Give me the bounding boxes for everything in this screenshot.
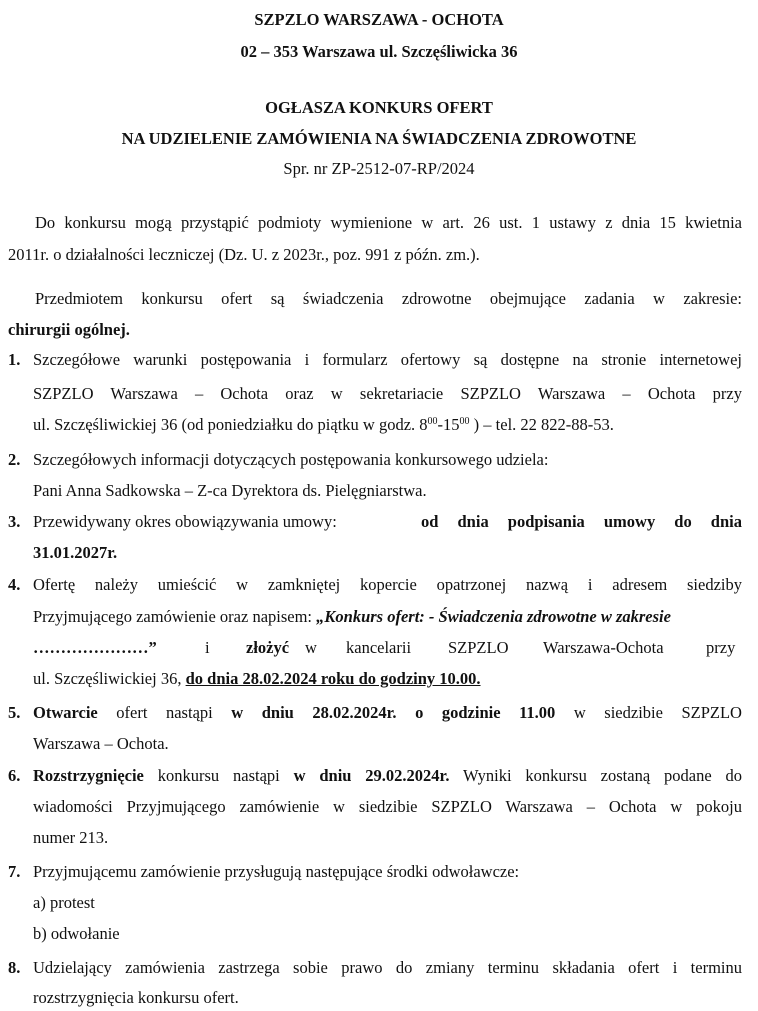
item-4-word-przy: przy — [706, 638, 736, 657]
item-5-number: 5. — [8, 703, 21, 722]
item-1-phone: ) – tel. 22 822-88-53. — [469, 415, 614, 434]
item-1-number: 1. — [8, 350, 21, 369]
item-4-line4 — [33, 669, 481, 689]
item-4-line1: Ofertę należy umieścić w zamkniętej kopercie opatrzonej nazwą i adresem siedziby — [33, 575, 742, 594]
org-address: 02 – 353 Warszawa ul. Szczęśliwicka 36 — [240, 42, 518, 61]
item-5-opening-label: Otwarcie — [33, 703, 98, 722]
item-4-word-submit: złożyć — [246, 638, 290, 657]
intro-paragraph-1-line1: Do konkursu mogą przystąpić podmioty wymienione w art. 26 ust. 1 ustawy z dnia 15 kwietnia — [35, 213, 742, 232]
item-2-line2: Pani Anna Sadkowska – Z-ca Dyrektora ds. Pielęgniarstwa. — [33, 481, 427, 500]
org-name: SZPZLO WARSZAWA - OCHOTA — [254, 10, 504, 29]
item-4-word-w: w — [305, 638, 317, 657]
item-8-number: 8. — [8, 958, 21, 977]
item-7-number: 7. — [8, 862, 21, 881]
announcement-title-line2: NA UDZIELENIE ZAMÓWIENIA NA ŚWIADCZENIA ZDROWOTNE — [121, 129, 637, 148]
item-1-hours-text: ul. Szczęśliwickiej 36 (od poniedziałku do piątku w godz. 8 — [33, 415, 428, 434]
item-6-text: konkursu nastąpi — [143, 766, 294, 785]
item-4-word-szpzlo: SZPZLO — [448, 638, 509, 657]
item-8-line2: rozstrzygnięcia konkursu ofert. — [33, 988, 239, 1007]
item-3-period: od dnia podpisania umowy do dnia — [421, 512, 742, 531]
item-6-line1 — [33, 766, 742, 786]
item-6-line2: wiadomości Przyjmującego zamówienie w siedzibie SZPZLO Warszawa – Ochota w pokoju — [33, 797, 742, 816]
item-4-line2-text: Przyjmującego zamówienie oraz napisem: — [33, 607, 317, 626]
item-5-line1 — [33, 703, 742, 723]
item-4-dots: …………………” — [33, 638, 157, 657]
item-7-option-a: a) protest — [33, 893, 95, 912]
item-4-street: ul. Szczęśliwickiej 36, — [33, 669, 186, 688]
item-6-number: 6. — [8, 766, 21, 785]
item-6-resolution-label: Rozstrzygnięcie — [33, 766, 144, 785]
item-5-opening-date: w dniu 28.02.2024r. o godzinie 11.00 — [231, 703, 556, 722]
intro-paragraph-2-line2: chirurgii ogólnej. — [8, 320, 130, 339]
item-1-line1: Szczegółowe warunki postępowania i formularz ofertowy są dostępne na stronie internetowej — [33, 350, 742, 369]
item-3-number: 3. — [8, 512, 21, 531]
item-4-word-warszawa-ochota: Warszawa-Ochota — [543, 638, 664, 657]
item-1-line3 — [33, 415, 614, 435]
case-number: Spr. nr ZP-2512-07-RP/2024 — [283, 159, 475, 178]
item-2-line1: Szczegółowych informacji dotyczących postępowania konkursowego udziela: — [33, 450, 549, 469]
item-3-label: Przewidywany okres obowiązywania umowy: — [33, 512, 337, 531]
item-4-deadline: do dnia 28.02.2024 roku do godziny 10.00. — [185, 669, 481, 688]
item-2-number: 2. — [8, 450, 21, 469]
item-6-line3: numer 213. — [33, 828, 109, 847]
item-4-line2 — [33, 607, 671, 627]
item-3-end-date: 31.01.2027r. — [33, 543, 118, 562]
item-7-option-b: b) odwołanie — [33, 924, 120, 943]
item-1-hours-sup2: 00 — [459, 416, 470, 427]
item-1-hours-to: -15 — [437, 415, 460, 434]
item-6-resolution-date: w dniu 29.02.2024r. — [293, 766, 450, 785]
item-5-location: w siedzibie SZPZLO — [555, 703, 742, 722]
item-5-text: ofert nastąpi — [97, 703, 232, 722]
item-1-hours-sup1: 00 — [427, 416, 438, 427]
item-5-line2: Warszawa – Ochota. — [33, 734, 169, 753]
item-4-envelope-label: „Konkurs ofert: - Świadczenia zdrowotne w zakresie — [316, 607, 671, 626]
item-6-results-text: Wyniki konkursu zostaną podane do — [449, 766, 742, 785]
intro-paragraph-1-line2: 2011r. o działalności leczniczej (Dz. U. z 2023r., poz. 991 z późn. zm.). — [8, 245, 480, 264]
item-1-line2: SZPZLO Warszawa – Ochota oraz w sekretariacie SZPZLO Warszawa – Ochota przy — [33, 384, 742, 403]
announcement-title-line1: OGŁASZA KONKURS OFERT — [265, 98, 493, 117]
item-4-word-office: kancelarii — [346, 638, 412, 657]
item-8-line1: Udzielający zamówienia zastrzega sobie prawo do zmiany terminu składania ofert i terminu — [33, 958, 742, 977]
item-7-line1: Przyjmującemu zamówienie przysługują następujące środki odwoławcze: — [33, 862, 520, 881]
item-4-number: 4. — [8, 575, 21, 594]
item-4-word-i: i — [205, 638, 210, 657]
intro-paragraph-2-line1: Przedmiotem konkursu ofert są świadczenia zdrowotne obejmujące zadania w zakresie: — [35, 289, 742, 308]
